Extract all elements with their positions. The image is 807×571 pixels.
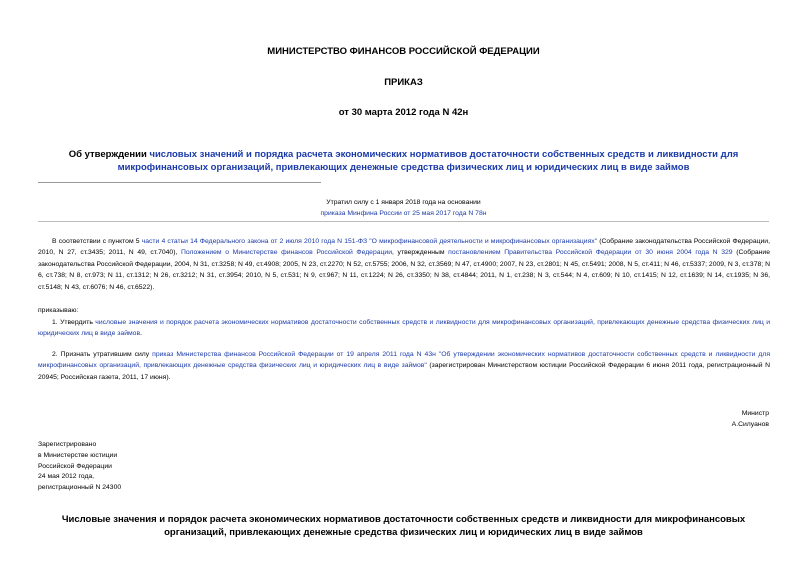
divider (38, 182, 321, 183)
decree-link[interactable]: постановлением Правительства Российской Федерации от 30 июня 2004 года N 329 (448, 249, 733, 257)
divider (38, 221, 769, 222)
registration-line: регистрационный N 24300 (38, 484, 122, 492)
item-2-link[interactable]: приказ Министерства финансов Российской Федерации от 19 апреля 2011 года N 43н "Об утверждении экономических нормативов достаточности собственных средств и ликвидности для микрофинансовых организаций, привлекающих денежные средства физических лиц и юридических лиц в виде займов" (38, 351, 770, 370)
preamble-text: В соответствии с пунктом 5 (52, 238, 142, 245)
item-2-text: 2. Признать утратившим силу (52, 351, 153, 358)
registration-line: Зарегистрировано (38, 441, 97, 448)
registration-line: Российской Федерации (38, 462, 112, 470)
title-link[interactable]: числовых значений и порядка расчета экономических нормативов достаточности собственных средств и ликвидности для микрофинансовых организаций, привлекающих денежные средства физических лиц и юридических лиц в виде займов (117, 149, 739, 173)
status-note (0, 197, 807, 219)
registration-line: в Министерстве юстиции (38, 451, 118, 459)
date-number: от 30 марта 2012 года N 42н (338, 107, 469, 118)
item-1 (38, 317, 770, 340)
order-word: приказываю: (38, 307, 79, 314)
preamble-text: , утвержденным (392, 249, 449, 257)
registration-block (38, 440, 121, 494)
preamble-text: (Собрание законодательства Российской Федерации, 2004, N 31, ст.3258; N 49, ст.4908; 2005, N 23, ст.2270; N 52, ст.5755; 2006, N 32, ст.3569; N 47, ст.4900; 2007, N 23, ст.2801; N 45, ст.5491; 2008, N 5, ст.411; N 46, ст.5337; 2009, N 3, ст.378; N 6, ст.738; N 8, ст.973; N 11, ст.1312; N 26, ст.3212; N 31, ст.3954; 2010, N 5, ст.531; N 9, ст.967; N 11, ст.1224; N 26, ст.3350; N 38, ст.4844; 2011, N 1, ст.238; N 3, ст.544; N 4, ст.609; N 10, ст.1415; N 12, ст.1639; N 14, ст.1935; N 36, ст.5148; N 43, ст.6076; N 46, ст.6522). (38, 249, 770, 291)
item-2-text: (зарегистрирован Министерством юстиции Российской Федерации 6 июня 2011 года, регистрационный N 20945; Российская газета, 2011, 17 июня). (38, 362, 770, 381)
registration-line: 24 мая 2012 года, (38, 473, 95, 481)
item-1-link[interactable]: числовые значения и порядок расчета экономических нормативов достаточности собственных средств и ликвидности для микрофинансовых организаций, привлекающих денежные средства физических лиц и юридических лиц в виде займов (38, 319, 770, 338)
signature-role: Министр (741, 410, 769, 417)
doc-type-heading: ПРИКАЗ (384, 77, 423, 88)
item-2 (38, 349, 770, 383)
regulation-link[interactable]: Положением о Министерстве финансов Российской Федерации (181, 249, 393, 257)
signature-name: А.Силуанов (731, 421, 769, 428)
status-note-text: Утратил силу с 1 января 2018 года на основании (326, 199, 481, 206)
appendix-title: Числовые значения и порядок расчета экономических нормативов достаточности собственных средств и ликвидности для микрофинансовых организаций, привлекающих денежные средства физических лиц и юридических лиц в виде займов (61, 514, 746, 538)
preamble-paragraph (38, 236, 770, 293)
title-prefix: Об утверждении (68, 149, 150, 160)
status-note-link[interactable]: приказа Минфина России от 25 мая 2017 года N 78н (320, 210, 487, 217)
document-title (30, 148, 777, 174)
item-1-text: 1. Утвердить (52, 319, 96, 326)
preamble-text: (Собрание законодательства Российской Федерации, 2010, N 27, ст.3435; 2011, N 49, ст.7040), (38, 238, 770, 257)
signature (732, 408, 769, 430)
item-1-text: . (140, 330, 142, 338)
ministry-heading: МИНИСТЕРСТВО ФИНАНСОВ РОССИЙСКОЙ ФЕДЕРАЦИИ (267, 46, 540, 57)
law-link[interactable]: части 4 статьи 14 Федерального закона от 2 июля 2010 года N 151-ФЗ "О микрофинансовой деятельности и микрофинансовых организациях" (141, 238, 598, 245)
